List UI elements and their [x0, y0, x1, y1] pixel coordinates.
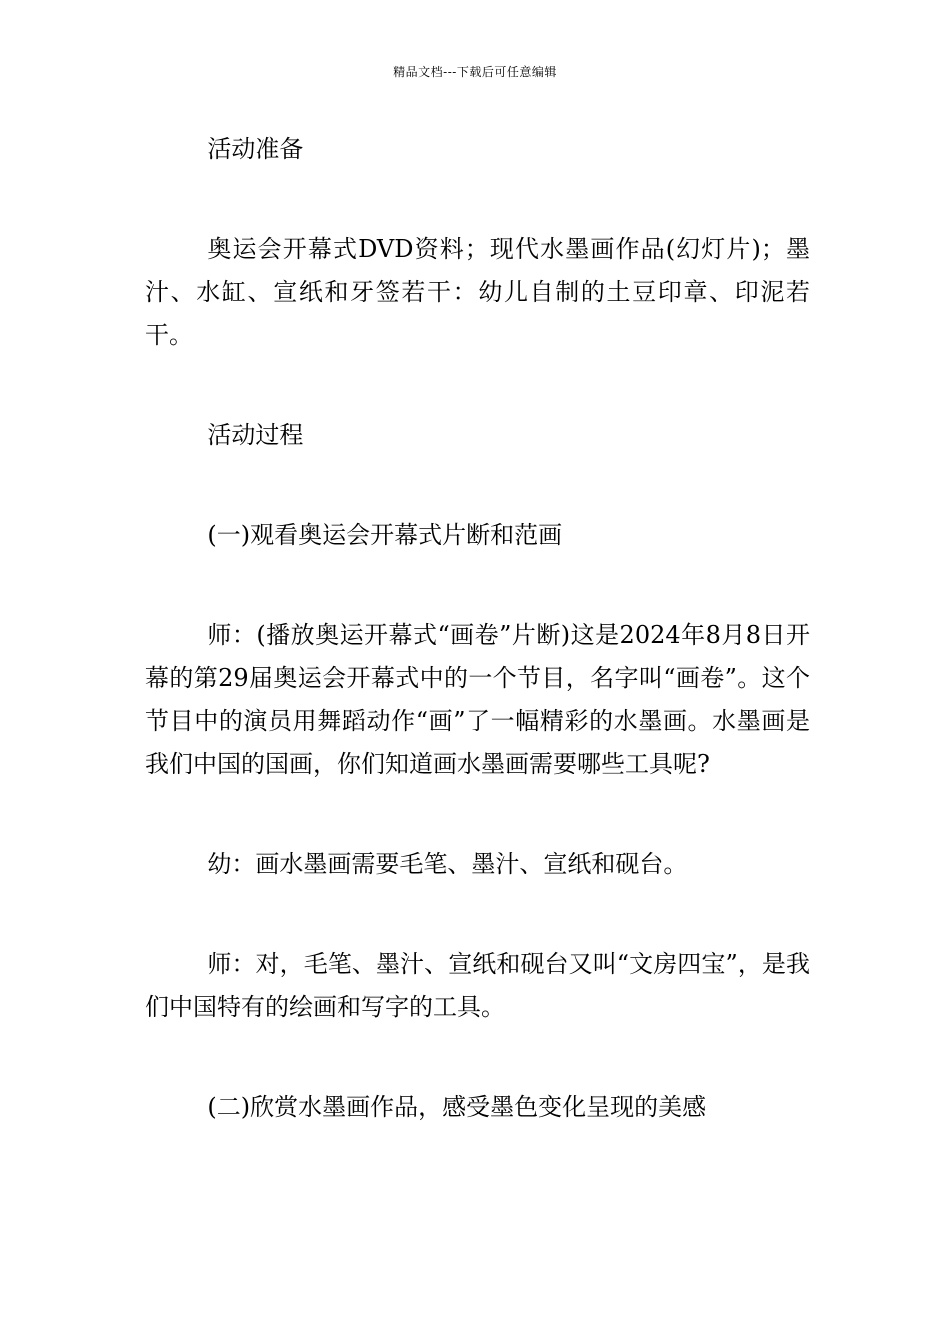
step-two-heading: (二)欣赏水墨画作品，感受墨色变化呈现的美感 — [207, 1093, 707, 1121]
step-one-heading: (一)观看奥运会开幕式片断和范画 — [207, 521, 563, 549]
section-heading-preparation: 活动准备 — [207, 135, 304, 163]
document-body — [145, 128, 810, 1186]
child-answer-paragraph: 幼：画水墨画需要毛笔、墨汁、宣纸和砚台。 — [207, 850, 688, 878]
page-header: 精品文档---下载后可任意编辑 — [393, 65, 557, 79]
section-heading-process: 活动过程 — [207, 421, 304, 449]
teacher-reply-paragraph: 师：对，毛笔、墨汁、宣纸和砚台又叫“文房四宝”，是我们中国特有的绘画和写字的工具。 — [145, 950, 810, 1021]
materials-paragraph: 奥运会开幕式DVD资料；现代水墨画作品(幻灯片)；墨汁、水缸、宣纸和牙签若干：幼儿自制的土豆印章、印泥若干。 — [145, 235, 810, 349]
teacher-dialogue-paragraph: 师：(播放奥运开幕式“画卷”片断)这是2024年8月8日开幕的第29届奥运会开幕式中的一个节目，名字叫“画卷”。这个节目中的演员用舞蹈动作“画”了一幅精彩的水墨画。水墨画是我们中国的国画，你们知道画水墨画需要哪些工具呢? — [145, 621, 810, 778]
